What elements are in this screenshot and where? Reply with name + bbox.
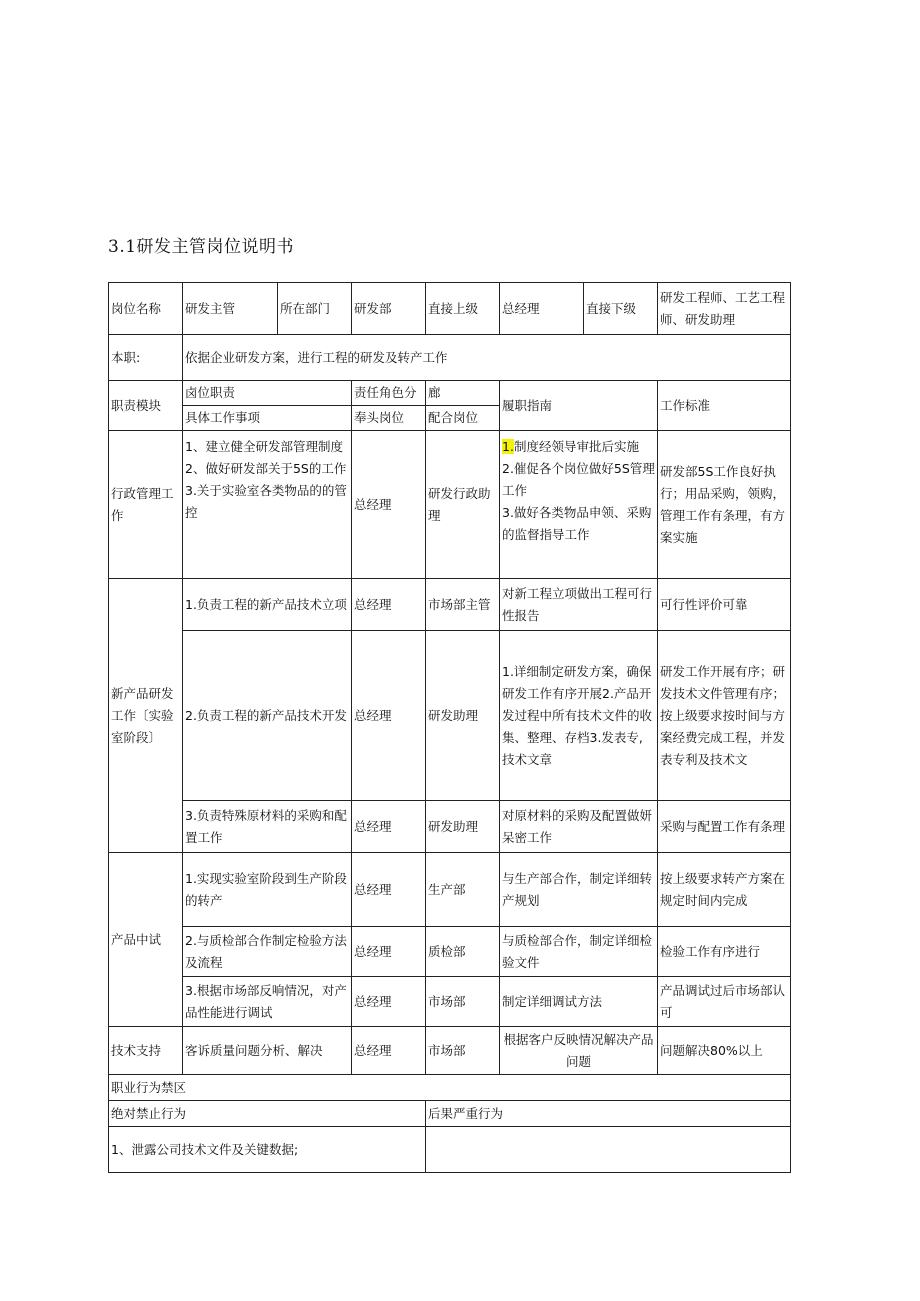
superior-value: 总经理 [500,283,584,335]
col-module: 职责模块 [109,381,183,431]
forbidden-label: 绝对禁止行为 [109,1101,426,1127]
conduct-header-row [109,1101,791,1127]
col-standard: 工作标准 [658,381,791,431]
table-row [109,579,791,631]
guide-cell: 根据客户反映情况解决产品问题 [500,1027,658,1075]
lead-cell: 总经理 [352,579,426,631]
assist-cell: 市场部主管 [426,579,500,631]
standard-cell: 检验工作有序进行 [658,927,791,977]
table-row [109,1027,791,1075]
duty-value: 依据企业研发方案，进行工程的研发及转产工作 [183,335,791,381]
col-duty-sub: 具体工作事项 [183,406,352,431]
page-title: 3.1研发主管岗位说明书 [108,237,295,257]
standard-cell: 研发部5S工作良好执行；用品采购，领购，管理工作有条理，有方案实施 [658,431,791,579]
guide-line: 制度经领导审批后实施 [513,438,639,454]
guide-cell: 与质检部合作，制定详细检验文件 [500,927,658,977]
lead-cell: 总经理 [352,1027,426,1075]
assist-cell: 市场部 [426,1027,500,1075]
standard-cell: 研发工作开展有序；研发技术文件管理有序；按上级要求按时间与方案经费完成工程，并发表专利及技术文 [658,631,791,801]
guide-cell: 制定详细调试方法 [500,977,658,1027]
item-cell: 2.负责工程的新产品技术开发 [183,631,352,801]
subordinate-value: 研发工程师、工艺工程师、研发助理 [658,283,791,335]
col-guide: 履职指南 [500,381,658,431]
consequence-item [426,1127,791,1173]
dept-value: 研发部 [352,283,426,335]
post-label: 岗位名称 [109,283,183,335]
guide-cell: 对新工程立项做出工程可行性报告 [500,579,658,631]
lead-cell: 总经理 [352,977,426,1027]
table-row [109,431,791,579]
assist-cell: 研发助理 [426,801,500,853]
standard-cell: 问题解决80%以上 [658,1027,791,1075]
conduct-item-row [109,1127,791,1173]
header-row [109,283,791,335]
guide-cell [500,431,658,579]
module-cell: 产品中试 [109,853,183,1027]
table-row [109,927,791,977]
item-line: 2、做好研发部关于5S的工作 [185,460,347,476]
forbidden-item: 1、泄露公司技术文件及关键数据; [109,1127,426,1173]
superior-label: 直接上级 [426,283,500,335]
duty-row [109,335,791,381]
consequence-label: 后果严重行为 [426,1101,791,1127]
lead-cell: 总经理 [352,853,426,927]
guide-cell: 对原材料的采购及配置做妍呆密工作 [500,801,658,853]
assist-cell: 市场部 [426,977,500,1027]
item-cell: 3.负责特殊原材料的采购和配置工作 [183,801,352,853]
item-line: 3.关于实验室各类物品的的管控 [185,482,347,520]
column-header-row-1 [109,381,791,406]
lead-cell: 总经理 [352,631,426,801]
module-cell: 新产品研发工作〔实验室阶段〕 [109,579,183,853]
standard-cell: 产品调试过后市场部认可 [658,977,791,1027]
col-role-top-b: 廊 [426,381,500,406]
duty-label: 本职: [109,335,183,381]
module-cell: 技术支持 [109,1027,183,1075]
conduct-section-label: 职业行为禁区 [109,1075,791,1101]
guide-cell: 与生产部合作，制定详细转产规划 [500,853,658,927]
assist-cell: 研发助理 [426,631,500,801]
item-cell: 1.负责工程的新产品技术立项 [183,579,352,631]
col-duty-top: 卤位职责 [183,381,352,406]
job-description-table [108,282,791,1173]
guide-cell: 1.详细制定研发方案，确保研发工作有序开展2.产品开发过程中所有技术文件的收集、整理、存档3.发表专,技术文章 [500,631,658,801]
col-lead: 奉头岗位 [352,406,426,431]
subordinate-label: 直接下级 [584,283,658,335]
table-row [109,977,791,1027]
item-cell: 3.根据市场部反响情况，对产品性能进行调试 [183,977,352,1027]
dept-label: 所在部门 [278,283,352,335]
col-assist: 配合岗位 [426,406,500,431]
conduct-section-row [109,1075,791,1101]
assist-cell: 研发行政助理 [426,431,500,579]
post-value: 研发主管 [183,283,278,335]
table-row [109,631,791,801]
module-cell: 行政管理工作 [109,431,183,579]
item-cell: 客诉质量问题分析、解决 [183,1027,352,1075]
lead-cell: 总经理 [352,801,426,853]
item-line: 1、建立健全研发部管理制度 [185,438,343,454]
standard-cell: 按上级要求转产方案在规定时间内完成 [658,853,791,927]
table-row [109,801,791,853]
col-role-top-a: 责任角色分 [352,381,426,406]
guide-line: 2.催促各个岗位做好5S管理工作 [502,460,655,498]
item-cell: 2.与质检部合作制定检验方法及流程 [183,927,352,977]
assist-cell: 质检部 [426,927,500,977]
guide-line: 3.做好各类物品申领、采购的监督指导工作 [502,504,652,542]
table-row [109,853,791,927]
standard-cell: 采购与配置工作有条理 [658,801,791,853]
item-cell: 1.实现实验室阶段到生产阶段的转产 [183,853,352,927]
assist-cell: 生产部 [426,853,500,927]
standard-cell: 可行性评价可靠 [658,579,791,631]
highlighted-text: 1. [502,438,514,454]
lead-cell: 总经理 [352,431,426,579]
item-cell [183,431,352,579]
lead-cell: 总经理 [352,927,426,977]
